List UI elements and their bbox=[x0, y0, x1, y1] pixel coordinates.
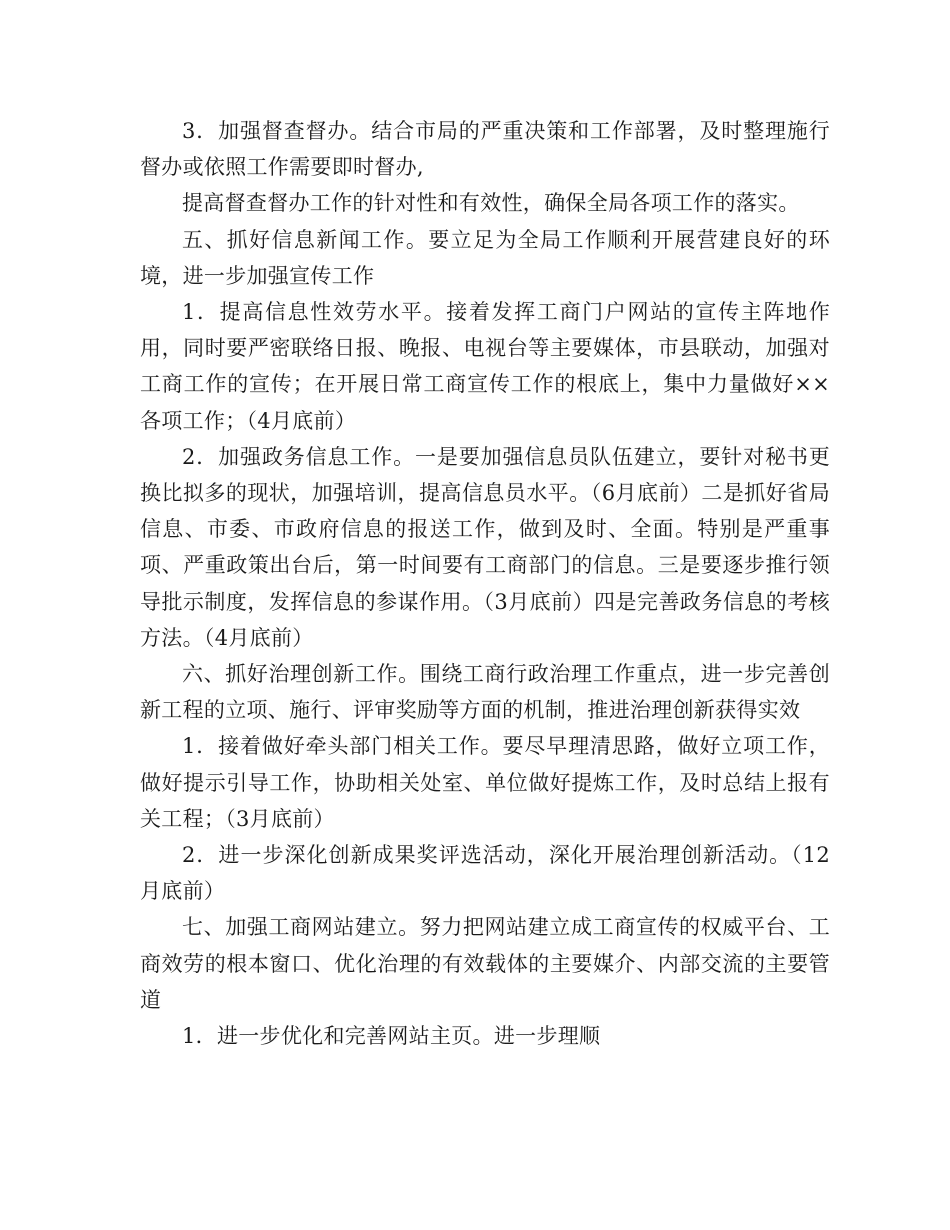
paragraph-website-homepage: 1．进一步优化和完善网站主页。进一步理顺 bbox=[182, 1024, 601, 1049]
paragraph-government-info: 2．加强政务信息工作。一是要加强信息员队伍建立，要针对秘书更换比拟多的现状，加强培训，提高信息员水平。（6月底前）二是抓好省局信息、市委、市政府信息的报送工作，做到及时、全面。特别是严重事项、严重政策出台后，第一时间要有工商部门的信息。三是要逐步推行领导批示制度，发挥信息的参谋作用。（3月底前）四是完善政务信息的考核方法。（4月底前） bbox=[140, 444, 830, 650]
section-heading-website: 七、加强工商网站建立。努力把网站建立成工商宣传的权威平台、工商效劳的根本窗口、优化治理的有效载体的主要媒介、内部交流的主要管道 bbox=[140, 915, 830, 1012]
paragraph-info-service: 1．提高信息性效劳水平。接着发挥工商门户网站的宣传主阵地作用，同时要严密联络日报、晚报、电视台等主要媒体，市县联动，加强对工商工作的宣传；在开展日常工商宣传工作的根底上，集中力量做好××各项工作；（4月底前） bbox=[140, 300, 830, 433]
paragraph-supervision-effectiveness: 提高督查督办工作的针对性和有效性，确保全局各项工作的落实。 bbox=[182, 191, 800, 216]
section-heading-news: 五、抓好信息新闻工作。要立足为全局工作顺利开展营建良好的环境，进一步加强宣传工作 bbox=[140, 227, 830, 288]
paragraph-innovation-awards: 2．进一步深化创新成果奖评选活动，深化开展治理创新活动。（12月底前） bbox=[140, 843, 830, 904]
paragraph-lead-department: 1．接着做好牵头部门相关工作。要尽早理清思路，做好立项工作，做好提示引导工作，协助相关处室、单位做好提炼工作，及时总结上报有关工程；（3月底前） bbox=[140, 734, 830, 831]
section-heading-innovation: 六、抓好治理创新工作。围绕工商行政治理工作重点，进一步完善创新工程的立项、施行、评审奖励等方面的机制，推进治理创新获得实效 bbox=[140, 662, 830, 723]
document-body bbox=[140, 113, 830, 1054]
paragraph-supervision: 3．加强督查督办。结合市局的严重决策和工作部署，及时整理施行督办或依照工作需要即时督办, bbox=[140, 119, 830, 180]
